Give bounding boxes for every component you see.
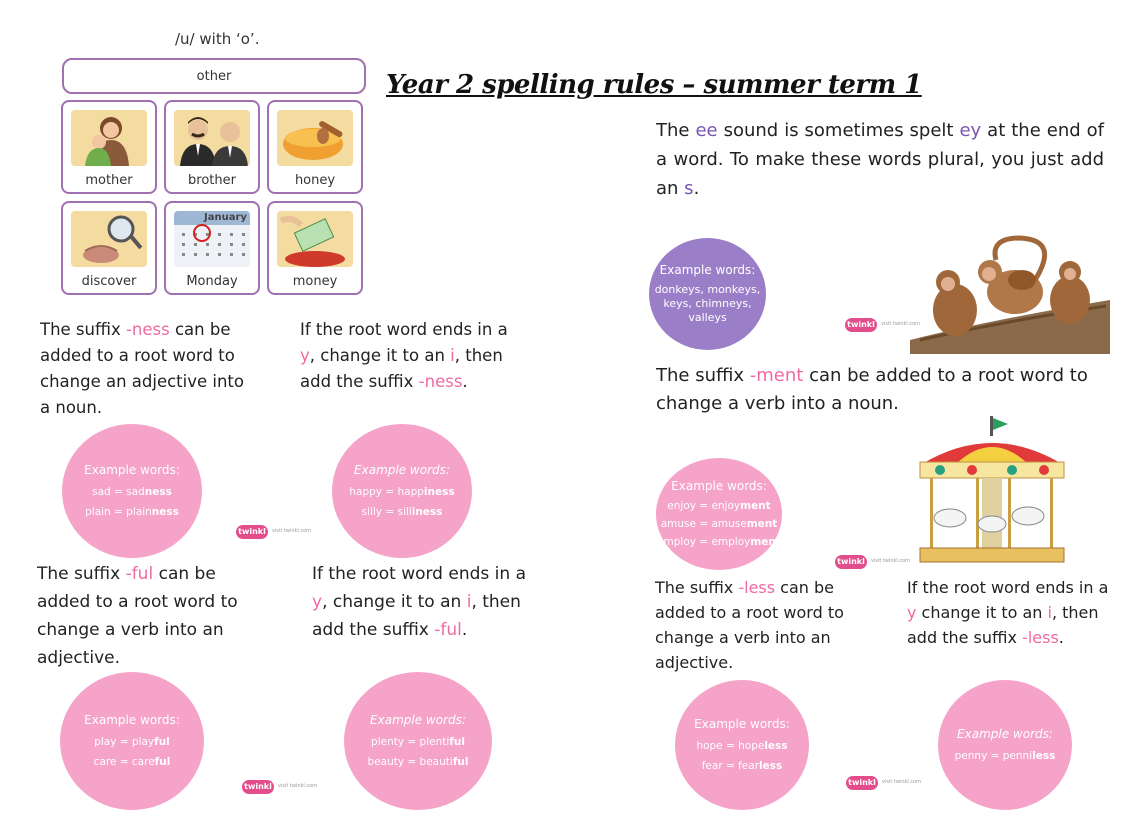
mother-picture (71, 110, 147, 166)
example-circle-iless: Example words: penny = penniless (938, 680, 1072, 810)
card-monday (164, 201, 260, 295)
page-title: Year 2 spelling rules – summer term 1 (386, 70, 922, 100)
card-caption: mother (85, 173, 133, 188)
twinkl-logo: twinkl visit twinkl.com (236, 525, 300, 541)
carousel-picture (916, 416, 1068, 566)
ness-suffix: -ness (125, 320, 170, 339)
section-heading: /u/ with ‘o’. (175, 30, 260, 48)
ful-rule-text: The suffix -ful can be added to a root word to change a verb into an adjective. (37, 564, 238, 668)
card-caption: Monday (186, 274, 238, 289)
card-caption: discover (81, 274, 137, 289)
card-brother (164, 100, 260, 194)
card-caption: honey (294, 173, 336, 188)
monkeys-picture (910, 230, 1110, 354)
card-honey (267, 100, 363, 194)
example-circle-iness: Example words: happy = happiness silly = silliness (332, 424, 472, 558)
twinkl-logo: twinkl visit twinkl.com (242, 780, 306, 796)
example-circle-ment: Example words: enjoy = enjoyment amuse = amusement employ = employment (656, 458, 782, 570)
ey-rule-text: The ee sound is sometimes spelt ey at the end of a word. To make these words plural, you just add an s. (656, 120, 1104, 199)
calendar-label: January (204, 212, 247, 223)
word-box-other: other (62, 58, 366, 94)
card-discover (61, 201, 157, 295)
ful-y-rule-text: If the root word ends in a y, change it to an i, then add the suffix -ful. (312, 564, 526, 640)
card-mother (61, 100, 157, 194)
card-caption: money (292, 274, 338, 289)
twinkl-logo: twinkl visit twinkl.com (835, 555, 899, 571)
example-circle-ful: Example words: play = playful care = careful (60, 672, 204, 810)
twinkl-logo: twinkl visit twinkl.com (846, 776, 910, 792)
brother-picture (174, 110, 250, 166)
card-money (267, 201, 363, 295)
honey-picture (277, 110, 353, 166)
example-circle-less: Example words: hope = hopeless fear = fearless (675, 680, 809, 810)
less-y-rule-text: If the root word ends in a y change it to an i, then add the suffix -less. (907, 578, 1109, 647)
ness-rule-text: The suffix -ness can be added to a root word to change an adjective into a noun. (40, 320, 244, 417)
twinkl-logo: twinkl visit twinkl.com (845, 318, 909, 334)
card-caption: brother (188, 173, 236, 188)
less-rule-text: The suffix -less can be added to a root word to change a verb into an adjective. (655, 578, 844, 672)
ment-rule-text: The suffix -ment can be added to a root word to change a verb into a noun. (656, 365, 1088, 414)
example-circle-ey: Example words: donkeys, monkeys, keys, chimneys, valleys (649, 238, 766, 350)
ness-y-rule-text: If the root word ends in a y, change it to an i, then add the suffix -ness. (300, 320, 508, 391)
example-circle-ness: Example words: sad = sadness plain = plainness (62, 424, 202, 558)
money-picture (277, 211, 353, 267)
example-circle-iful: Example words: plenty = plentiful beauty = beautiful (344, 672, 492, 810)
discover-picture (71, 211, 147, 267)
